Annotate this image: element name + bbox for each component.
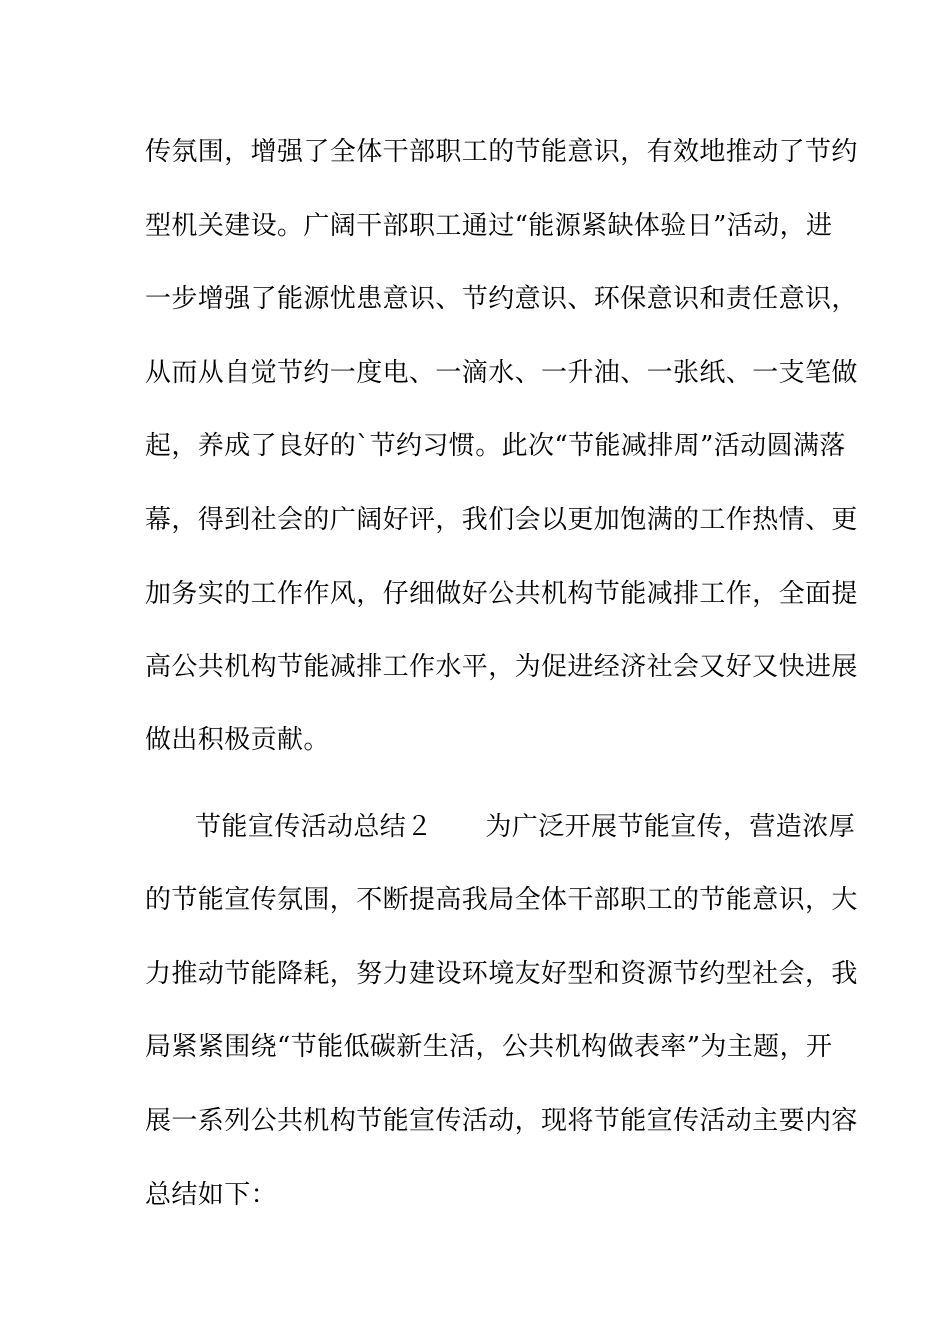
text-line: 从而从自觉节约一度电、一滴水、一升油、一张纸、一支笔做 bbox=[145, 358, 858, 388]
text-line: 起，养成了良好的`节约习惯。此次“节能减排周”活动圆满落 bbox=[145, 431, 846, 461]
text-line: 的节能宣传氛围，不断提高我局全体干部职工的节能意识，大 bbox=[145, 885, 858, 915]
text-line: 一步增强了能源忧患意识、节约意识、环保意识和责任意识， bbox=[145, 284, 858, 314]
text-line: 展一系列公共机构节能宣传活动，现将节能宣传活动主要内容 bbox=[145, 1106, 858, 1136]
text-line: 局紧紧围绕“节能低碳新生活，公共机构做表率”为主题，开 bbox=[145, 1032, 833, 1062]
text-line: 总结如下： bbox=[145, 1180, 278, 1210]
text-line: 力推动节能降耗，努力建设环境友好型和资源节约型社会，我 bbox=[145, 959, 858, 989]
text-line: 加务实的工作作风，仔细做好公共机构节能减排工作，全面提 bbox=[145, 579, 858, 609]
text-line: 传氛围，增强了全体干部职工的节能意识，有效地推动了节约 bbox=[145, 137, 858, 167]
text-line: 幕，得到社会的广阔好评，我们会以更加饱满的工作热情、更 bbox=[145, 505, 858, 535]
text-line: 做出积极贡献。 bbox=[145, 725, 330, 755]
text-line: 型机关建设。广阔干部职工通过“能源紧缺体验日”活动，进 bbox=[145, 211, 833, 241]
text-line: 高公共机构节能减排工作水平，为促进经济社会又好又快进展 bbox=[145, 652, 858, 682]
section-heading-line: 节能宣传活动总结２ 为广泛开展节能宣传，营造浓厚 bbox=[195, 812, 856, 842]
